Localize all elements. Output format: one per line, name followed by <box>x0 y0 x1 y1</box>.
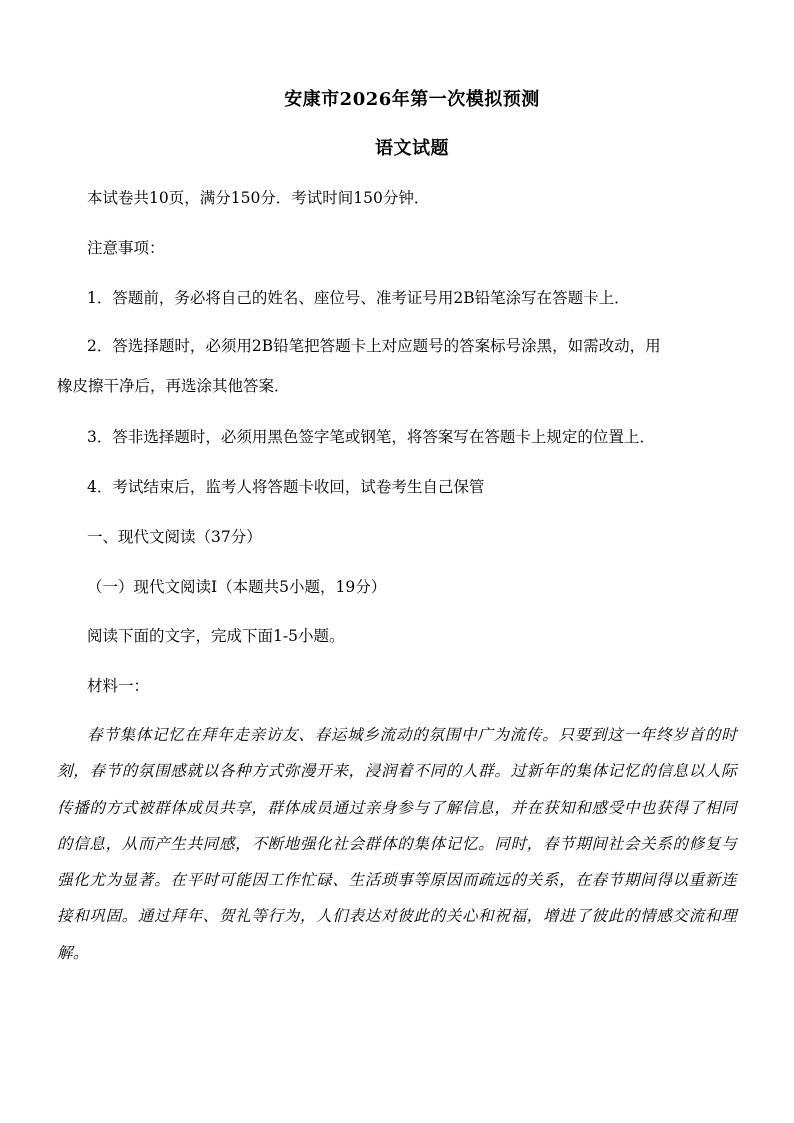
notice-item-2-line-1: 2．答选择题时，必须用2B铅笔把答题卡上对应题号的答案标号涂黑，如需改动，用 <box>87 337 661 355</box>
material-label: 材料一： <box>87 677 150 695</box>
notice-item-4: 4．考试结束后，监考人将答题卡收回，试卷考生自己保管 <box>87 478 485 496</box>
reading-instruction: 阅读下面的文字，完成下面1-5小题。 <box>87 627 345 645</box>
notice-heading: 注意事项： <box>87 239 165 257</box>
section-title: 一、现代文阅读（37分） <box>87 528 262 546</box>
subsection-title: （一）现代文阅读Ⅰ（本题共5小题，19分） <box>87 578 387 596</box>
notice-item-2-line-2: 橡皮擦干净后，再选涂其他答案． <box>57 377 290 395</box>
material-paragraph: 春节集体记忆在拜年走亲访友、春运城乡流动的氛围中广为流传。只要到这一年终岁首的时刻，春节的氛围感就以各种方式弥漫开来，浸润着不同的人群。过新年的集体记忆的信息以人际传播的方式被群体成员共享，群体成员通过亲身参与了解信息，并在获知和感受中也获得了相同的信息，从而产生共同感，不断地强化社会群体的集体记忆。同时，春节期间社会关系的修复与强化尤为显著。在平时可能因工作忙碌、生活琐事等原因而疏远的关系，在春节期间得以重新连接和巩固。通过拜年、贺礼等行为，人们表达对彼此的关心和祝福，增进了彼此的情感交流和理解。 <box>57 726 737 962</box>
notice-item-1: 1．答题前，务必将自己的姓名、座位号、准考证号用2B铅笔涂写在答题卡上． <box>87 289 630 307</box>
exam-title: 安康市2026年第一次模拟预测 <box>284 89 540 110</box>
exam-subtitle: 语文试题 <box>375 138 449 159</box>
exam-intro: 本试卷共10页，满分150分．考试时间150分钟． <box>87 189 430 207</box>
notice-item-3: 3．答非选择题时，必须用黑色签字笔或钢笔，将答案写在答题卡上规定的位置上． <box>87 428 655 446</box>
